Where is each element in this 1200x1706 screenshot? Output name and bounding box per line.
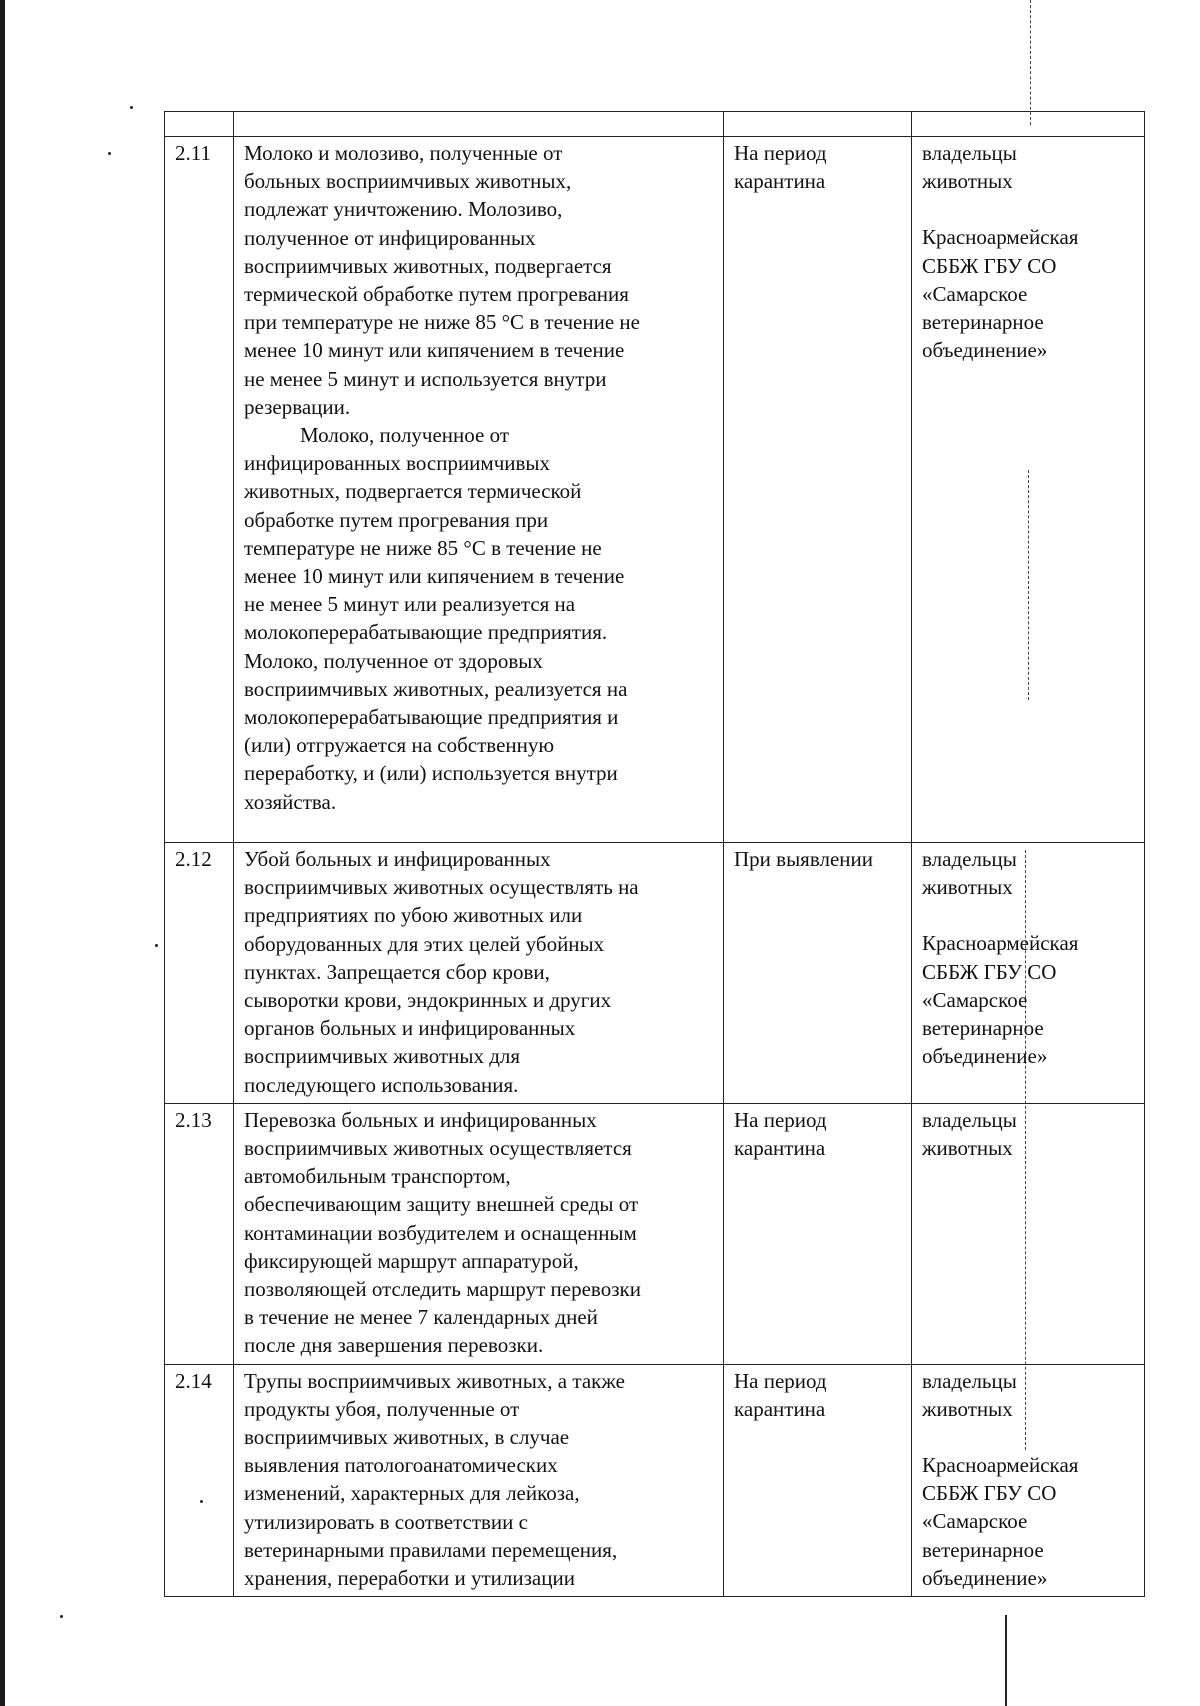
header-cell bbox=[912, 112, 1145, 137]
term-cell: На период карантина bbox=[724, 1364, 912, 1597]
scan-artifact-line bbox=[1030, 0, 1031, 125]
row-number: 2.14 bbox=[165, 1364, 234, 1597]
measure-text: Убой больных и инфицированных восприимчивых животных осуществлять на предприятиях по убою животных или оборудованных для этих целей убойных пунктах. Запрещается сбор крови, сыворотки крови, эндокринных и других органов больных и инфицированных восприимчивых животных для последующего использования. bbox=[234, 843, 724, 1104]
responsible-owners: владельцы животных bbox=[922, 847, 1017, 900]
term-cell: На период карантина bbox=[724, 137, 912, 843]
responsible-cell bbox=[912, 1103, 1145, 1364]
row-number: 2.13 bbox=[165, 1103, 234, 1364]
term-cell: На период карантина bbox=[724, 1103, 912, 1364]
table-row bbox=[165, 1364, 1145, 1597]
table-header-row bbox=[165, 112, 1145, 137]
scan-speck bbox=[130, 106, 133, 109]
scan-speck bbox=[108, 152, 111, 155]
table-row bbox=[165, 843, 1145, 1104]
table-row bbox=[165, 137, 1145, 843]
measure-text-cell bbox=[234, 137, 724, 843]
table-row bbox=[165, 1103, 1145, 1364]
header-cell bbox=[724, 112, 912, 137]
row-number: 2.11 bbox=[165, 137, 234, 843]
term-cell: При выявлении bbox=[724, 843, 912, 1104]
responsible-vet-service: Красноармейская СББЖ ГБУ СО «Самарское ветеринарное объединение» bbox=[922, 931, 1079, 1069]
header-cell bbox=[234, 112, 724, 137]
measure-text: Перевозка больных и инфицированных восприимчивых животных осуществляется автомобильным транспортом, обеспечивающим защиту внешней среды от контаминации возбудителем и оснащенным фиксирующей маршрут аппаратурой, позволяющей отследить маршрут перевозки в течение не менее 7 календарных дней после дня завершения перевозки. bbox=[234, 1103, 724, 1364]
row-number: 2.12 bbox=[165, 843, 234, 1104]
responsible-vet-service: Красноармейская СББЖ ГБУ СО «Самарское ветеринарное объединение» bbox=[922, 225, 1079, 363]
measure-text: Молоко, полученное от инфицированных восприимчивых животных, подвергается термической обработке путем прогревания при температуре не ниже 85 °C в течение не менее 10 минут или кипячением в течение не менее 5 минут или реализуется на молокоперерабатывающие предприятия. Молоко, полученное от здоровых восприимчивых животных, реализуется на молокоперерабатывающие предприятия и (или) отгружается на собственную переработку, и (или) используется внутри хозяйства. bbox=[244, 423, 628, 814]
measure-text: Молоко и молозиво, полученные от больных восприимчивых животных, подлежат уничтожению. Молозиво, полученное от инфицированных восприимчивых животных, подвергается термической обработке путем прогревания при температуре не ниже 85 °C в течение не менее 10 минут или кипячением в течение не менее 5 минут и используется внутри резервации. bbox=[244, 141, 640, 419]
scan-left-edge bbox=[0, 0, 5, 1706]
responsible-owners: владельцы животных bbox=[922, 1368, 1017, 1421]
header-cell bbox=[165, 112, 234, 137]
scan-artifact-line bbox=[1005, 1615, 1007, 1706]
responsible-owners: владельцы животных bbox=[922, 1107, 1017, 1161]
scan-speck bbox=[60, 1615, 63, 1618]
responsible-cell bbox=[912, 137, 1145, 843]
responsible-vet-service: Красноармейская СББЖ ГБУ СО «Самарское ветеринарное объединение» bbox=[922, 1453, 1079, 1590]
measures-table bbox=[164, 111, 1145, 1597]
scan-speck bbox=[155, 944, 158, 947]
responsible-owners: владельцы животных bbox=[922, 141, 1017, 194]
responsible-cell bbox=[912, 1364, 1145, 1597]
measure-text: Трупы восприимчивых животных, а также продукты убоя, полученные от восприимчивых животных, в случае выявления патологоанатомических изменений, характерных для лейкоза, утилизировать в соответствии с ветеринарными правилами перемещения, хранения, переработки и утилизации bbox=[234, 1364, 724, 1597]
responsible-cell bbox=[912, 843, 1145, 1104]
